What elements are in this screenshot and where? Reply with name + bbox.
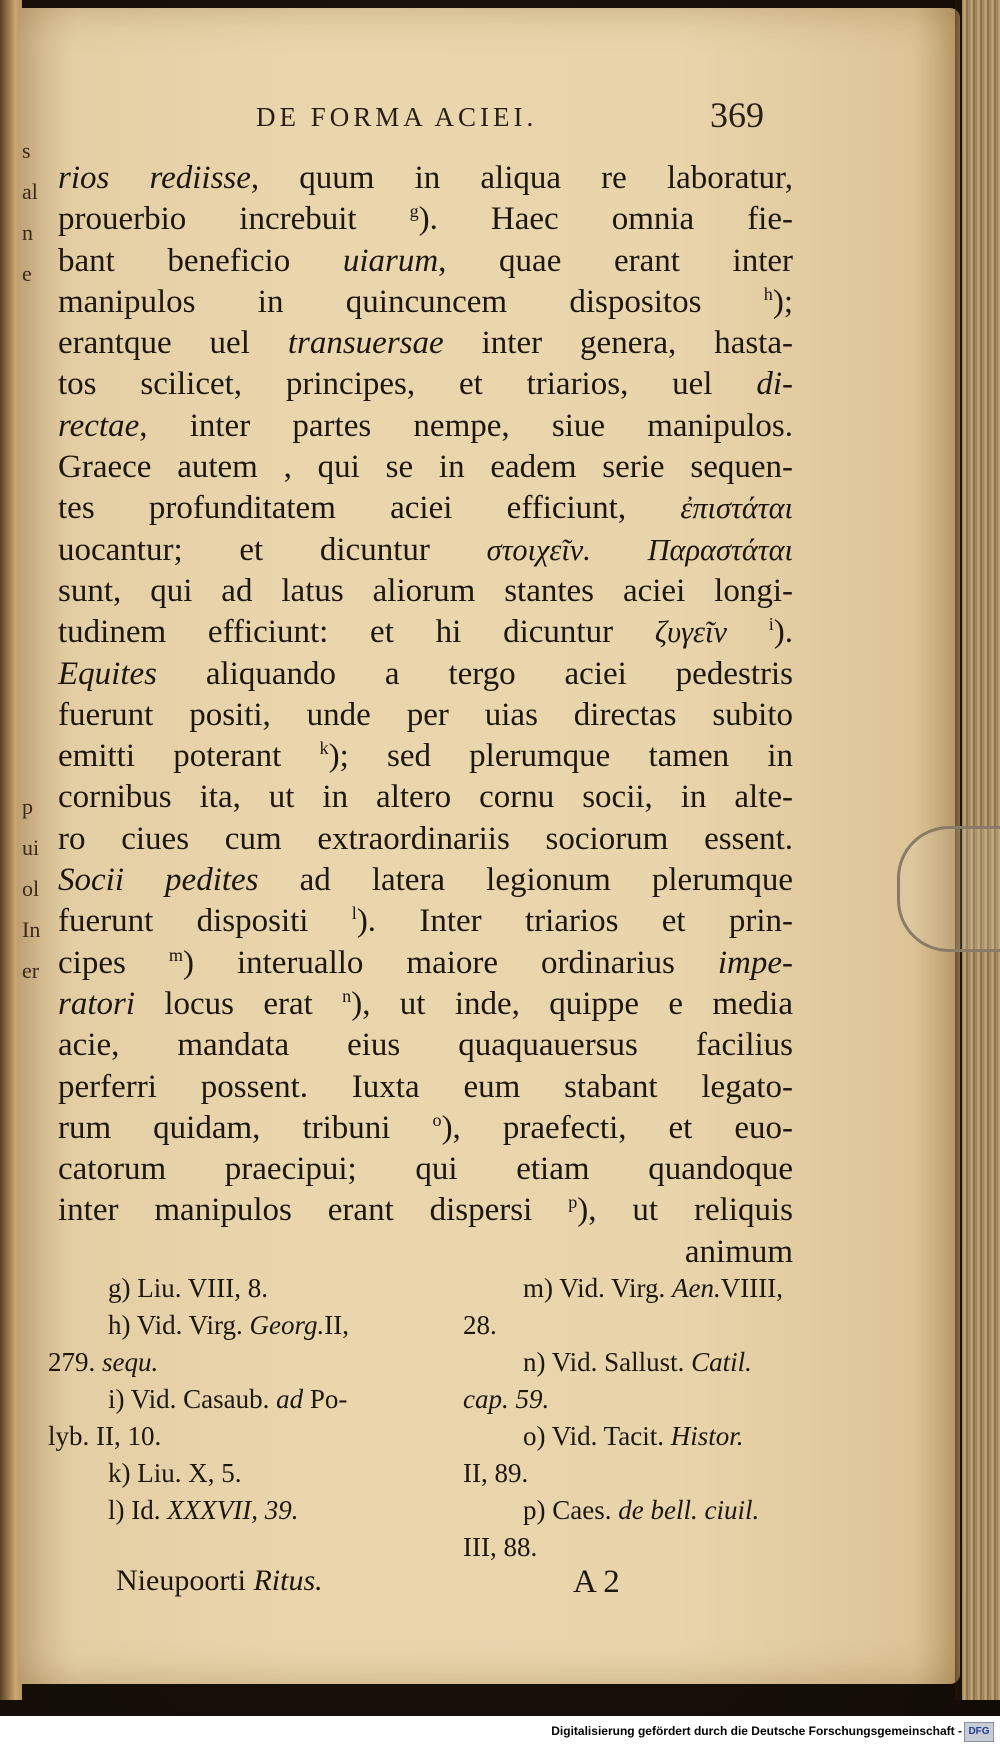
footnote-line bbox=[463, 1270, 803, 1307]
footnotes-left-column bbox=[48, 1270, 438, 1529]
signature-mark: A 2 bbox=[573, 1564, 620, 1600]
text-line bbox=[58, 777, 793, 818]
text-line bbox=[58, 282, 793, 323]
text-segment: locus erat bbox=[135, 985, 343, 1022]
text-segment: impe- bbox=[717, 944, 794, 981]
footnote-reference: h bbox=[763, 283, 773, 304]
text-segment: l) Id. bbox=[108, 1495, 168, 1525]
text-line bbox=[58, 654, 793, 695]
text-line bbox=[58, 364, 793, 405]
text-segment: erantque uel bbox=[58, 325, 288, 362]
text-segment: ). bbox=[773, 614, 793, 651]
text-segment: cipes bbox=[58, 944, 169, 981]
text-line bbox=[58, 406, 793, 447]
footnote-reference: m bbox=[168, 944, 183, 965]
text-segment: Graece autem , qui se in eadem serie sequen- bbox=[58, 449, 793, 486]
digitization-banner-text: Digitalisierung gefördert durch die Deutsche Forschungsgemeinschaft - bbox=[551, 1724, 962, 1738]
text-segment: p) Caes. bbox=[523, 1495, 619, 1525]
text-line bbox=[58, 819, 793, 860]
text-segment: manipulos in quincuncem dispositos bbox=[58, 283, 764, 320]
text-segment: ro ciues cum extraordinariis sociorum essent. bbox=[58, 820, 793, 857]
text-segment: Aen. bbox=[672, 1273, 721, 1303]
text-segment: ratori bbox=[58, 985, 136, 1022]
text-segment bbox=[591, 532, 648, 568]
footnote-reference: g bbox=[409, 201, 419, 222]
text-segment: inter manipulos erant dispersi bbox=[58, 1192, 569, 1229]
text-segment: ). bbox=[418, 201, 438, 238]
margin-fragment bbox=[22, 499, 40, 540]
margin-fragment: er bbox=[22, 958, 40, 983]
footnote-reference: i bbox=[768, 614, 774, 635]
text-segment: , quae erant inter bbox=[438, 242, 793, 279]
text-segment: 279. bbox=[48, 1347, 102, 1377]
margin-fragment: In bbox=[22, 917, 41, 942]
margin-fragment bbox=[22, 335, 40, 376]
text-line bbox=[58, 199, 793, 240]
footnote-line bbox=[463, 1381, 803, 1418]
margin-fragment: ui bbox=[22, 835, 40, 860]
text-segment: h) Vid. Virg. bbox=[108, 1310, 250, 1340]
footnote-line bbox=[463, 1492, 803, 1529]
text-segment: III, 88. bbox=[463, 1532, 538, 1562]
text-segment: uocantur; et dicuntur bbox=[58, 531, 487, 568]
page-number: 369 bbox=[710, 95, 764, 135]
text-line bbox=[58, 571, 793, 612]
text-segment: , quum in aliqua re laboratur, bbox=[250, 160, 793, 196]
margin-fragment bbox=[22, 540, 40, 581]
footer-title-word: Ritus. bbox=[253, 1564, 323, 1597]
text-segment: catorum praecipui; qui etiam quandoque bbox=[58, 1151, 793, 1188]
text-line bbox=[58, 612, 793, 653]
margin-fragment bbox=[22, 417, 40, 458]
text-segment: cornibus ita, ut in altero cornu socii, in alte- bbox=[58, 779, 793, 816]
footnote-line bbox=[48, 1418, 438, 1455]
footnote-reference: p bbox=[568, 1192, 578, 1213]
text-line bbox=[58, 943, 793, 984]
text-segment: sunt, qui ad latus aliorum stantes aciei longi- bbox=[58, 572, 793, 609]
text-segment: bant beneficio bbox=[58, 242, 343, 279]
margin-fragment bbox=[22, 458, 40, 499]
margin-fragment: s bbox=[22, 138, 31, 163]
text-segment: emitti poterant bbox=[58, 738, 320, 775]
text-line bbox=[58, 1149, 793, 1190]
text-segment: rum quidam, tribuni bbox=[58, 1109, 433, 1146]
text-segment: VIIII, bbox=[720, 1273, 783, 1303]
text-segment: prouerbio increbuit bbox=[58, 201, 410, 238]
text-line bbox=[58, 860, 793, 901]
margin-fragment: p bbox=[22, 794, 33, 819]
margin-fragment bbox=[22, 294, 40, 335]
text-segment: k) Liu. X, 5. bbox=[108, 1458, 242, 1488]
footnote-line bbox=[463, 1344, 803, 1381]
text-segment: ); sed plerumque tamen in bbox=[328, 738, 793, 775]
text-line bbox=[58, 1190, 793, 1231]
footnote-line bbox=[48, 1307, 438, 1344]
margin-fragment bbox=[22, 745, 40, 786]
text-segment: XXXVII, 39. bbox=[167, 1495, 299, 1525]
text-line bbox=[58, 323, 793, 364]
text-segment: inter genera, hasta- bbox=[443, 325, 793, 362]
text-segment: II, 89. bbox=[463, 1458, 529, 1488]
running-head: DE FORMA ACIEI. bbox=[256, 102, 538, 132]
margin-fragment bbox=[22, 581, 40, 622]
text-segment: i) Vid. Casaub. bbox=[108, 1384, 277, 1414]
text-segment: Haec omnia fie- bbox=[437, 201, 793, 238]
text-segment: transuersae bbox=[287, 325, 444, 362]
margin-fragment bbox=[22, 663, 40, 704]
catchword: animum bbox=[684, 1233, 793, 1270]
text-segment: ), ut inde, quippe e media bbox=[351, 985, 793, 1022]
text-segment: fuerunt positi, unde per uias directas subito bbox=[58, 696, 793, 733]
text-line bbox=[58, 447, 793, 488]
text-segment: n) Vid. Sallust. bbox=[523, 1347, 692, 1377]
text-segment: rectae bbox=[58, 407, 140, 444]
text-segment: Histor. bbox=[670, 1421, 744, 1451]
text-line bbox=[58, 241, 793, 282]
footnote-line bbox=[463, 1529, 803, 1566]
text-segment: II, bbox=[324, 1310, 350, 1340]
text-segment: Παραστάται bbox=[647, 532, 793, 567]
footer-author: Nieupoorti bbox=[116, 1564, 246, 1597]
text-segment: Po- bbox=[303, 1384, 348, 1414]
footnote-line bbox=[463, 1455, 803, 1492]
footnote-line bbox=[48, 1344, 438, 1381]
text-line bbox=[58, 736, 793, 777]
footer-catch-title bbox=[116, 1564, 323, 1598]
text-line bbox=[58, 901, 793, 942]
footnotes-right-column bbox=[463, 1270, 803, 1566]
margin-fragment: al bbox=[22, 179, 38, 204]
digitization-banner bbox=[0, 1716, 1000, 1752]
body-text bbox=[58, 158, 793, 1273]
footnote-reference: k bbox=[319, 738, 329, 759]
footnote-line bbox=[48, 1492, 438, 1529]
text-segment: acie, mandata eius quaquauersus facilius bbox=[58, 1027, 793, 1064]
page-paper bbox=[18, 8, 960, 1684]
text-segment: lyb. II, 10. bbox=[48, 1421, 162, 1451]
text-segment: tes profunditatem aciei efficiunt, bbox=[58, 490, 681, 527]
text-segment: ad latera legionum plerumque bbox=[258, 862, 793, 899]
text-segment: m) Vid. Virg. bbox=[523, 1273, 673, 1303]
text-segment: ); bbox=[772, 283, 793, 320]
text-segment: Socii pedites bbox=[58, 862, 259, 899]
bleed-through-fragments bbox=[22, 130, 40, 1030]
text-segment: rios rediisse bbox=[58, 160, 251, 196]
text-line bbox=[58, 488, 793, 529]
text-line bbox=[58, 984, 793, 1025]
text-segment: Catil. bbox=[691, 1347, 752, 1377]
text-segment: ), ut reliquis bbox=[577, 1192, 793, 1229]
text-segment: aliquando a tergo aciei pedestris bbox=[156, 655, 793, 692]
text-segment: fuerunt dispositi bbox=[58, 903, 352, 940]
text-segment: sequ. bbox=[102, 1347, 159, 1377]
text-segment: ζυγεῖν bbox=[654, 615, 727, 650]
text-segment: cap. 59. bbox=[463, 1384, 550, 1414]
text-segment: Inter triarios et prin- bbox=[376, 903, 794, 940]
footnote-line bbox=[48, 1455, 438, 1492]
footnote-line bbox=[48, 1270, 438, 1307]
text-segment: Equites bbox=[58, 655, 157, 692]
page-clip bbox=[897, 826, 1000, 952]
text-line bbox=[58, 530, 793, 571]
text-line bbox=[58, 158, 793, 199]
text-segment bbox=[727, 614, 769, 650]
footnote-reference: n bbox=[342, 985, 352, 1006]
text-segment: 28. bbox=[463, 1310, 497, 1340]
margin-fragment: e bbox=[22, 261, 32, 286]
dfg-logo-icon: DFG bbox=[964, 1722, 994, 1742]
text-segment: ad bbox=[276, 1384, 304, 1414]
footnote-line bbox=[463, 1307, 803, 1344]
margin-fragment: ol bbox=[22, 876, 40, 901]
text-segment: ), praefecti, et euo- bbox=[441, 1109, 793, 1146]
text-segment: ) interuallo maiore ordinarius bbox=[182, 944, 718, 981]
text-segment: di- bbox=[756, 366, 793, 403]
margin-fragment bbox=[22, 704, 40, 745]
text-segment: perferri possent. Iuxta eum stabant legato- bbox=[58, 1068, 793, 1105]
text-line bbox=[58, 695, 793, 736]
text-line bbox=[58, 1067, 793, 1108]
footnote-line bbox=[48, 1381, 438, 1418]
margin-fragment bbox=[22, 622, 40, 663]
footnote-reference: o bbox=[432, 1109, 442, 1130]
text-segment: Georg. bbox=[249, 1310, 325, 1340]
text-segment: de bell. ciuil. bbox=[618, 1495, 760, 1525]
text-line bbox=[58, 1108, 793, 1149]
text-segment: uiarum bbox=[342, 242, 439, 279]
footnote-reference: l bbox=[351, 903, 357, 924]
footnotes bbox=[18, 1270, 960, 1570]
text-line bbox=[58, 1025, 793, 1066]
text-segment: o) Vid. Tacit. bbox=[523, 1421, 671, 1451]
text-segment: tos scilicet, principes, et triarios, uel bbox=[58, 366, 757, 403]
margin-fragment: n bbox=[22, 220, 33, 245]
footnote-line bbox=[463, 1418, 803, 1455]
text-segment: ). bbox=[356, 903, 377, 940]
margin-fragment bbox=[22, 376, 40, 417]
text-segment: tudinem efficiunt: et hi dicuntur bbox=[58, 614, 655, 651]
text-segment: στοιχεῖν. bbox=[486, 532, 591, 567]
text-segment: , inter partes nempe, siue manipulos. bbox=[139, 407, 793, 444]
text-segment: ἐπιστάται bbox=[680, 491, 793, 526]
text-segment: g) Liu. VIII, 8. bbox=[108, 1273, 268, 1303]
